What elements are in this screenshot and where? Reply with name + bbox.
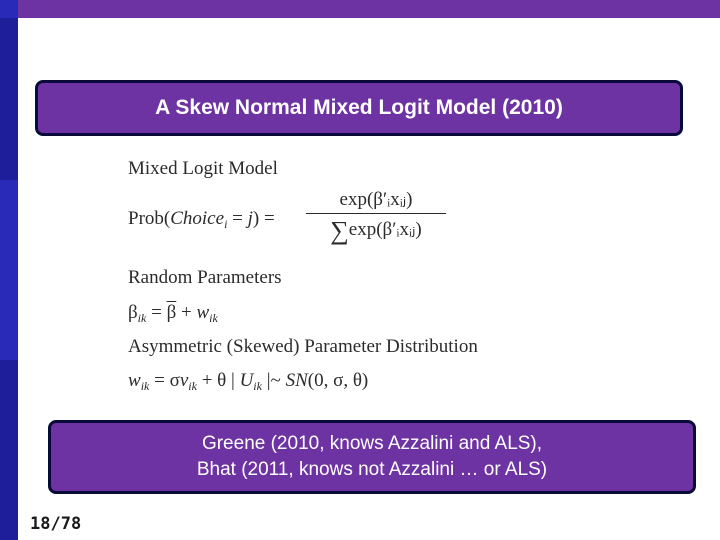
random-param-equation: $\beta_{ik} = \overline{\beta} + w_{ik}$ (128, 302, 218, 325)
prob-expression-lhs: Prob(Choice$_i$ = j) = (128, 208, 275, 231)
citation-line-2: Bhat (2011, knows not Azzalini … or ALS) (196, 459, 548, 480)
skew-equation: $w_{ik} = \sigma v_{ik} + \theta$ | $U_{ik}$ |~ SN(0, σ, θ) (128, 370, 369, 393)
citation-line-1: Greene (2010, knows Azzalini and ALS), (201, 433, 543, 454)
formula-block (128, 152, 548, 402)
heading-skewed-distribution: Asymmetric (Skewed) Parameter Distribution (128, 336, 478, 357)
prob-fraction (306, 188, 446, 246)
slide-title: A Skew Normal Mixed Logit Model (2010) (35, 80, 683, 136)
heading-mixed-logit: Mixed Logit Model (128, 158, 278, 179)
left-bar-segment (0, 360, 18, 540)
left-accent-bar (0, 0, 18, 540)
citation-box (48, 420, 696, 494)
top-accent-bar (0, 0, 720, 18)
fraction-denominator: ∑exp(β′ᵢxᵢⱼ) (330, 216, 422, 245)
page-number: 18/78 (30, 514, 82, 534)
summation-symbol: ∑ (330, 216, 349, 245)
heading-random-parameters: Random Parameters (128, 267, 282, 288)
left-bar-segment (0, 18, 18, 180)
fraction-bar (306, 213, 446, 214)
fraction-numerator: exp(β′ᵢxᵢⱼ) (339, 189, 413, 210)
